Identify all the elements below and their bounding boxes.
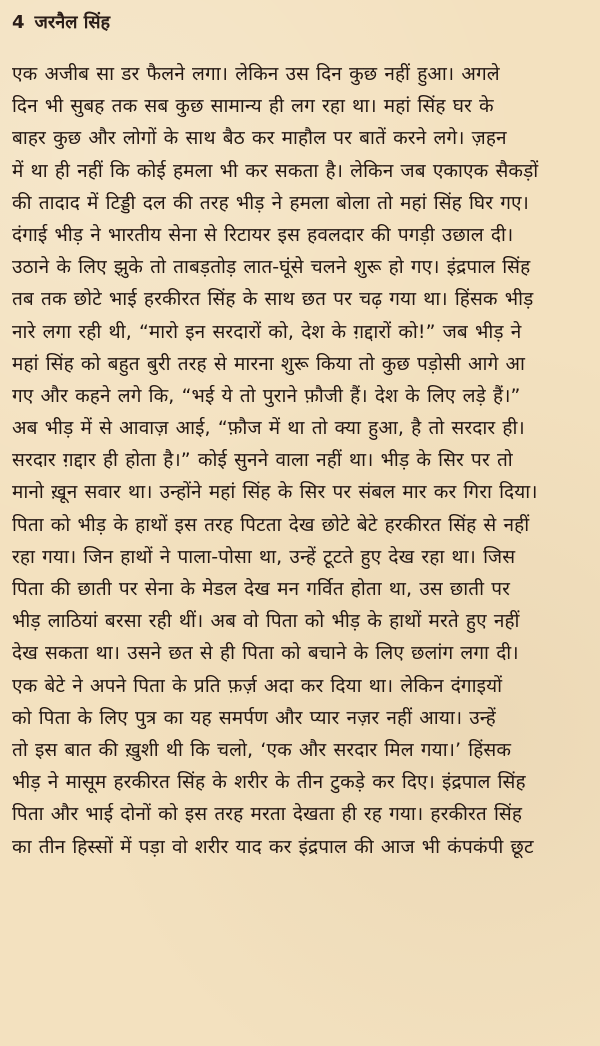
text-line: नारे लगा रही थी, “मारो इन सरदारों को, देश के ग़द्दारों को!” जब भीड़ ने xyxy=(12,320,522,343)
text-line: अब भीड़ में से आवाज़ आई, “फ़ौज में था तो क्या हुआ, है तो सरदार ही। xyxy=(12,417,525,440)
text-line: की तादाद में टिड्डी दल की तरह भीड़ ने हमला बोला तो महां सिंह घिर गए। xyxy=(12,191,529,214)
page-number: 4 xyxy=(12,12,25,33)
text-line: महां सिंह को बहुत बुरी तरह से मारना शुरू किया तो कुछ पड़ोसी आगे आ xyxy=(12,352,526,375)
text-line: भीड़ ने मासूम हरकीरत सिंह के शरीर के तीन टुकड़े कर दिए। इंद्रपाल सिंह xyxy=(12,771,526,794)
text-line: भीड़ लाठियां बरसा रही थीं। अब वो पिता को भीड़ के हाथों मरते हुए नहीं xyxy=(12,610,520,633)
text-line: दंगाई भीड़ ने भारतीय सेना से रिटायर इस हवलदार की पगड़ी उछाल दी। xyxy=(12,223,514,246)
text-line: पिता और भाई दोनों को इस तरह मरता देखता ही रह गया। हरकीरत सिंह xyxy=(12,803,523,826)
text-line: मानो ख़ून सवार था। उन्होंने महां सिंह के सिर पर संबल मार कर गिरा दिया। xyxy=(12,481,538,504)
text-line: को पिता के लिए पुत्र का यह समर्पण और प्यार नज़र नहीं आया। उन्हें xyxy=(12,706,496,729)
text-line: तब तक छोटे भाई हरकीरत सिंह के साथ छत पर चढ़ गया था। हिंसक भीड़ xyxy=(12,288,534,311)
text-line: बाहर कुछ और लोगों के साथ बैठ कर माहौल पर बातें करने लगे। ज़हन xyxy=(12,127,507,150)
text-line: एक अजीब सा डर फैलने लगा। लेकिन उस दिन कुछ नहीं हुआ। अगले xyxy=(12,63,500,85)
chapter-title: जरनैल सिंह xyxy=(34,12,111,33)
text-line: देख सकता था। उसने छत से ही पिता को बचाने के लिए छलांग लगा दी। xyxy=(12,642,519,665)
text-line: दिन भी सुबह तक सब कुछ सामान्य ही लग रहा था। महां सिंह घर के xyxy=(12,95,494,118)
text-line: का तीन हिस्सों में पड़ा वो शरीर याद कर इंद्रपाल की आज भी कंपकंपी छूट xyxy=(12,835,534,858)
text-line: पिता की छाती पर सेना के मेडल देख मन गर्वित होता था, उस छाती पर xyxy=(12,578,511,600)
text-line: सरदार ग़द्दार ही होता है।” कोई सुनने वाला नहीं था। भीड़ के सिर पर तो xyxy=(12,449,513,472)
text-line: रहा गया। जिन हाथों ने पाला-पोसा था, उन्हें टूटते हुए देख रहा था। जिस xyxy=(12,545,516,568)
text-line: तो इस बात की ख़ुशी थी कि चलो, ‘एक और सरदार मिल गया।’ हिंसक xyxy=(12,738,512,761)
text-line: उठाने के लिए झुके तो ताबड़तोड़ लात-घूंसे चलने शुरू हो गए। इंद्रपाल सिंह xyxy=(12,256,531,279)
text-line: में था ही नहीं कि कोई हमला भी कर सकता है। लेकिन जब एकाएक सैकड़ों xyxy=(12,159,539,182)
text-line: गए और कहने लगे कि, “भई ये तो पुराने फ़ौजी हैं। देश के लिए लड़े हैं।” xyxy=(12,384,521,407)
text-line: पिता को भीड़ के हाथों इस तरह पिटता देख छोटे बेटे हरकीरत सिंह से नहीं xyxy=(12,513,530,536)
page-body-text xyxy=(12,58,590,863)
text-line: एक बेटे ने अपने पिता के प्रति फ़र्ज़ अदा कर दिया था। लेकिन दंगाइयों xyxy=(12,674,503,697)
running-header xyxy=(12,6,590,40)
